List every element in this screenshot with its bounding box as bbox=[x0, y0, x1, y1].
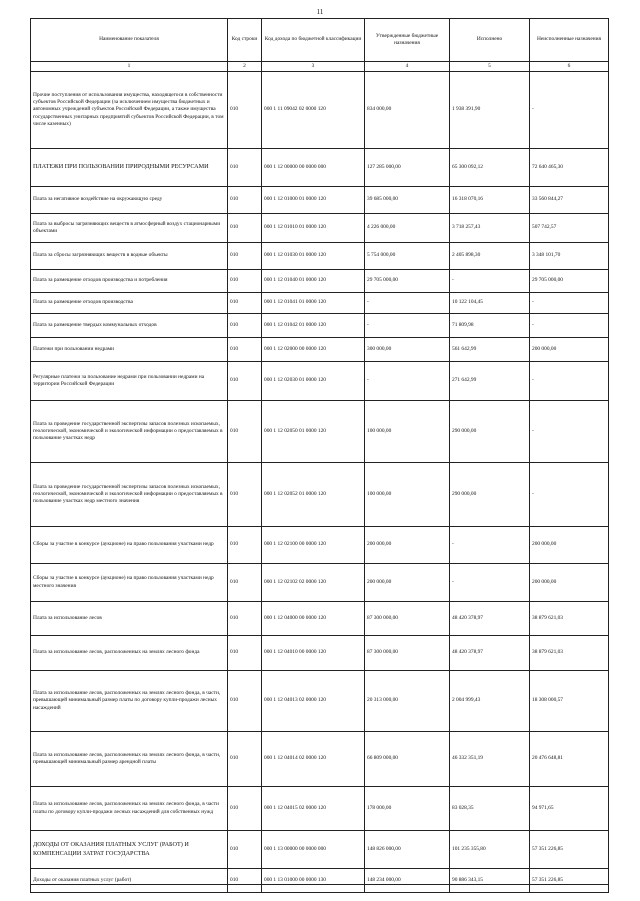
row-executed-cell: 2 004 999,43 bbox=[450, 671, 530, 732]
row-code-cell: 010 bbox=[228, 293, 262, 314]
row-income-code-cell: 000 1 12 01042 01 0000 120 bbox=[262, 314, 365, 338]
row-name-cell: Платежи при пользовании недрами bbox=[31, 338, 228, 362]
header-income-code: Код дохода по бюджетной классификации bbox=[262, 19, 365, 62]
row-executed-cell: 101 235 355,80 bbox=[450, 831, 530, 869]
row-executed-cell: 10 122 104,45 bbox=[450, 293, 530, 314]
row-code-cell: 010 bbox=[228, 564, 262, 602]
row-executed-cell: 46 332 351,19 bbox=[450, 732, 530, 787]
row-name-cell: Плата за размещение отходов производства bbox=[31, 293, 228, 314]
row-executed-cell: 48 420 378,97 bbox=[450, 636, 530, 671]
row-executed-cell: 1 938 391,90 bbox=[450, 72, 530, 149]
row-approved-cell: 100 000,00 bbox=[365, 463, 450, 527]
row-income-code-cell: 000 1 12 04014 02 0000 120 bbox=[262, 732, 365, 787]
row-name-cell: Плата за использование лесов, расположенных на землях лесного фонда, в части платы по договору купли-продажи лесных насаждений для собственных нужд bbox=[31, 787, 228, 831]
row-name-cell: Доходы от оказания платных услуг (работ) bbox=[31, 869, 228, 893]
row-name-cell: ПЛАТЕЖИ ПРИ ПОЛЬЗОВАНИИ ПРИРОДНЫМИ РЕСУРСАМИ bbox=[31, 149, 228, 187]
table-row bbox=[31, 72, 609, 149]
row-income-code-cell: 000 1 12 04000 00 0000 120 bbox=[262, 602, 365, 636]
row-approved-cell: - bbox=[365, 293, 450, 314]
row-unexecuted-cell: 200 000,00 bbox=[530, 338, 609, 362]
row-executed-cell: 16 318 070,16 bbox=[450, 187, 530, 214]
row-executed-cell: 83 028,35 bbox=[450, 787, 530, 831]
row-unexecuted-cell: 72 640 465,30 bbox=[530, 149, 609, 187]
table-row bbox=[31, 362, 609, 401]
row-executed-cell: 271 642,99 bbox=[450, 362, 530, 401]
row-approved-cell: 4 226 000,00 bbox=[365, 214, 450, 243]
row-approved-cell: 148 234 000,00 bbox=[365, 869, 450, 893]
row-name-cell: Плата за проведение государственной экспертизы запасов полезных ископаемых, геологической, экономической и экологической информации о предоставляемых в пользование участках недр bbox=[31, 401, 228, 463]
column-number: 1 bbox=[31, 62, 228, 72]
row-name-cell: Плата за использование лесов, расположенных на землях лесного фонда, в части, превышающей минимальный размер платы по договору купли-продажи лесных насаждений bbox=[31, 671, 228, 732]
row-approved-cell: 300 000,00 bbox=[365, 338, 450, 362]
row-unexecuted-cell: 3 348 101,70 bbox=[530, 243, 609, 270]
row-approved-cell: 834 000,00 bbox=[365, 72, 450, 149]
row-name-cell: Сборы за участие в конкурсе (аукционе) на право пользования участками недр местного значения bbox=[31, 564, 228, 602]
row-name-cell: Плата за использование лесов, расположенных на землях лесного фонда, в части, превышающей минимальный размер арендной платы bbox=[31, 732, 228, 787]
row-code-cell: 010 bbox=[228, 72, 262, 149]
row-approved-cell: 127 285 000,00 bbox=[365, 149, 450, 187]
table-row bbox=[31, 831, 609, 869]
row-executed-cell: - bbox=[450, 527, 530, 564]
row-code-cell: 010 bbox=[228, 636, 262, 671]
row-income-code-cell: 000 1 11 09042 02 0000 120 bbox=[262, 72, 365, 149]
row-unexecuted-cell: 200 000,00 bbox=[530, 527, 609, 564]
table-row bbox=[31, 732, 609, 787]
row-code-cell: 010 bbox=[228, 149, 262, 187]
column-number-row bbox=[31, 62, 609, 72]
row-unexecuted-cell: 20 476 648,81 bbox=[530, 732, 609, 787]
table-row bbox=[31, 463, 609, 527]
row-unexecuted-cell: 38 879 621,03 bbox=[530, 636, 609, 671]
row-income-code-cell: 000 1 13 01000 00 0000 130 bbox=[262, 869, 365, 893]
row-name-cell: Плата за использование лесов, расположенных на землях лесного фонда bbox=[31, 636, 228, 671]
table-row bbox=[31, 869, 609, 893]
table-row bbox=[31, 564, 609, 602]
row-unexecuted-cell: - bbox=[530, 463, 609, 527]
row-unexecuted-cell: 18 308 000,57 bbox=[530, 671, 609, 732]
row-executed-cell: 65 300 092,12 bbox=[450, 149, 530, 187]
row-code-cell: 010 bbox=[228, 787, 262, 831]
row-code-cell: 010 bbox=[228, 338, 262, 362]
row-income-code-cell: 000 1 12 01010 01 0000 120 bbox=[262, 214, 365, 243]
row-approved-cell: - bbox=[365, 314, 450, 338]
row-income-code-cell: 000 1 12 02100 00 0000 120 bbox=[262, 527, 365, 564]
row-executed-cell: - bbox=[450, 564, 530, 602]
page-number: 11 bbox=[316, 8, 324, 16]
row-income-code-cell: 000 1 12 01030 01 0000 120 bbox=[262, 243, 365, 270]
table-body bbox=[31, 72, 609, 893]
row-name-cell: Плата за выбросы загрязняющих веществ в атмосферный воздух стационарными объектами bbox=[31, 214, 228, 243]
header-unexecuted: Неисполненные назначения bbox=[530, 19, 609, 62]
row-executed-cell: - bbox=[450, 270, 530, 293]
row-approved-cell: 100 000,00 bbox=[365, 401, 450, 463]
row-name-cell: Плата за сбросы загрязняющих веществ в водные объекты bbox=[31, 243, 228, 270]
row-income-code-cell: 000 1 12 00000 00 0000 000 bbox=[262, 149, 365, 187]
row-name-cell: Плата за негативное воздействие на окружающую среду bbox=[31, 187, 228, 214]
table-row bbox=[31, 187, 609, 214]
table-row bbox=[31, 401, 609, 463]
row-unexecuted-cell: - bbox=[530, 72, 609, 149]
row-approved-cell: 200 000,00 bbox=[365, 527, 450, 564]
table-row bbox=[31, 527, 609, 564]
row-income-code-cell: 000 1 12 04015 02 0000 120 bbox=[262, 787, 365, 831]
table-row bbox=[31, 214, 609, 243]
row-income-code-cell: 000 1 13 00000 00 0000 000 bbox=[262, 831, 365, 869]
row-executed-cell: 290 000,00 bbox=[450, 401, 530, 463]
row-executed-cell: 3 718 257,43 bbox=[450, 214, 530, 243]
header-executed: Исполнено bbox=[450, 19, 530, 62]
row-unexecuted-cell: 38 879 621,03 bbox=[530, 602, 609, 636]
row-code-cell: 010 bbox=[228, 243, 262, 270]
row-name-cell: Регулярные платежи за пользование недрами при пользовании недрами на территории Российской Федерации bbox=[31, 362, 228, 401]
row-executed-cell: 561 642,99 bbox=[450, 338, 530, 362]
row-code-cell: 010 bbox=[228, 270, 262, 293]
row-unexecuted-cell: 57 351 226,85 bbox=[530, 831, 609, 869]
header-code: Код строки bbox=[228, 19, 262, 62]
table-row bbox=[31, 314, 609, 338]
column-number: 4 bbox=[365, 62, 450, 72]
row-code-cell: 010 bbox=[228, 187, 262, 214]
row-executed-cell: 290 000,00 bbox=[450, 463, 530, 527]
row-approved-cell: - bbox=[365, 362, 450, 401]
row-executed-cell: 48 420 378,97 bbox=[450, 602, 530, 636]
row-income-code-cell: 000 1 12 01000 01 0000 120 bbox=[262, 187, 365, 214]
row-unexecuted-cell: 200 000,00 bbox=[530, 564, 609, 602]
row-approved-cell: 200 000,00 bbox=[365, 564, 450, 602]
row-executed-cell: 2 405 898,30 bbox=[450, 243, 530, 270]
row-unexecuted-cell: - bbox=[530, 293, 609, 314]
row-code-cell: 010 bbox=[228, 527, 262, 564]
row-approved-cell: 5 754 000,00 bbox=[365, 243, 450, 270]
row-executed-cell: 90 886 343,15 bbox=[450, 869, 530, 893]
row-code-cell: 010 bbox=[228, 463, 262, 527]
row-code-cell: 010 bbox=[228, 401, 262, 463]
row-name-cell: Плата за размещение твердых коммунальных отходов bbox=[31, 314, 228, 338]
table-row bbox=[31, 671, 609, 732]
row-code-cell: 010 bbox=[228, 671, 262, 732]
table-row bbox=[31, 243, 609, 270]
row-income-code-cell: 000 1 12 02030 01 0000 120 bbox=[262, 362, 365, 401]
row-unexecuted-cell: 507 742,57 bbox=[530, 214, 609, 243]
column-number: 2 bbox=[228, 62, 262, 72]
row-approved-cell: 20 313 000,00 bbox=[365, 671, 450, 732]
row-income-code-cell: 000 1 12 01041 01 0000 120 bbox=[262, 293, 365, 314]
row-code-cell: 010 bbox=[228, 602, 262, 636]
row-income-code-cell: 000 1 12 02052 01 0000 120 bbox=[262, 463, 365, 527]
column-number: 6 bbox=[530, 62, 609, 72]
table-row bbox=[31, 338, 609, 362]
header-approved: Утвержденные бюджетные назначения bbox=[365, 19, 450, 62]
row-approved-cell: 178 000,00 bbox=[365, 787, 450, 831]
row-unexecuted-cell: 33 560 844,27 bbox=[530, 187, 609, 214]
row-income-code-cell: 000 1 12 02000 00 0000 120 bbox=[262, 338, 365, 362]
row-unexecuted-cell: 29 705 000,00 bbox=[530, 270, 609, 293]
row-name-cell: ДОХОДЫ ОТ ОКАЗАНИЯ ПЛАТНЫХ УСЛУГ (РАБОТ) И КОМПЕНСАЦИИ ЗАТРАТ ГОСУДАРСТВА bbox=[31, 831, 228, 869]
row-unexecuted-cell: 57 351 226,85 bbox=[530, 869, 609, 893]
row-unexecuted-cell: - bbox=[530, 314, 609, 338]
row-unexecuted-cell: 94 971,65 bbox=[530, 787, 609, 831]
header-row bbox=[31, 19, 609, 62]
table-row bbox=[31, 787, 609, 831]
table-row bbox=[31, 602, 609, 636]
row-approved-cell: 148 826 000,00 bbox=[365, 831, 450, 869]
table-row bbox=[31, 636, 609, 671]
row-name-cell: Плата за использование лесов bbox=[31, 602, 228, 636]
column-number: 5 bbox=[450, 62, 530, 72]
row-code-cell: 010 bbox=[228, 869, 262, 893]
row-code-cell: 010 bbox=[228, 362, 262, 401]
row-code-cell: 010 bbox=[228, 732, 262, 787]
bottom-rule bbox=[30, 884, 608, 885]
row-approved-cell: 87 300 000,00 bbox=[365, 636, 450, 671]
row-unexecuted-cell: - bbox=[530, 362, 609, 401]
row-executed-cell: 71 809,98 bbox=[450, 314, 530, 338]
header-name: Наименование показателя bbox=[31, 19, 228, 62]
row-name-cell: Прочие поступления от использования имущества, находящегося в собственности субъектов Российской Федерации (за исключением имущества бюджетных и автономных учреждений субъектов Российской Федерации, а также имущества государственных унитарных предприятий субъектов Российской Федерации, в том числе казенных) bbox=[31, 72, 228, 149]
row-income-code-cell: 000 1 12 04013 02 0000 120 bbox=[262, 671, 365, 732]
row-name-cell: Плата за размещение отходов производства и потребления bbox=[31, 270, 228, 293]
row-income-code-cell: 000 1 12 02102 02 0000 120 bbox=[262, 564, 365, 602]
table-row bbox=[31, 149, 609, 187]
budget-execution-table bbox=[30, 18, 609, 893]
row-name-cell: Плата за проведение государственной экспертизы запасов полезных ископаемых, геологической, экономической и экологической информации о предоставляемых в пользование участках недр местного значения bbox=[31, 463, 228, 527]
row-approved-cell: 29 705 000,00 bbox=[365, 270, 450, 293]
row-income-code-cell: 000 1 12 04010 00 0000 120 bbox=[262, 636, 365, 671]
row-approved-cell: 39 685 000,00 bbox=[365, 187, 450, 214]
row-name-cell: Сборы за участие в конкурсе (аукционе) на право пользования участками недр bbox=[31, 527, 228, 564]
row-approved-cell: 66 809 000,00 bbox=[365, 732, 450, 787]
row-income-code-cell: 000 1 12 01040 01 0000 120 bbox=[262, 270, 365, 293]
row-code-cell: 010 bbox=[228, 831, 262, 869]
table-row bbox=[31, 293, 609, 314]
row-approved-cell: 87 300 000,00 bbox=[365, 602, 450, 636]
row-code-cell: 010 bbox=[228, 314, 262, 338]
row-code-cell: 010 bbox=[228, 214, 262, 243]
row-income-code-cell: 000 1 12 02050 01 0000 120 bbox=[262, 401, 365, 463]
column-number: 3 bbox=[262, 62, 365, 72]
row-unexecuted-cell: - bbox=[530, 401, 609, 463]
table-row bbox=[31, 270, 609, 293]
